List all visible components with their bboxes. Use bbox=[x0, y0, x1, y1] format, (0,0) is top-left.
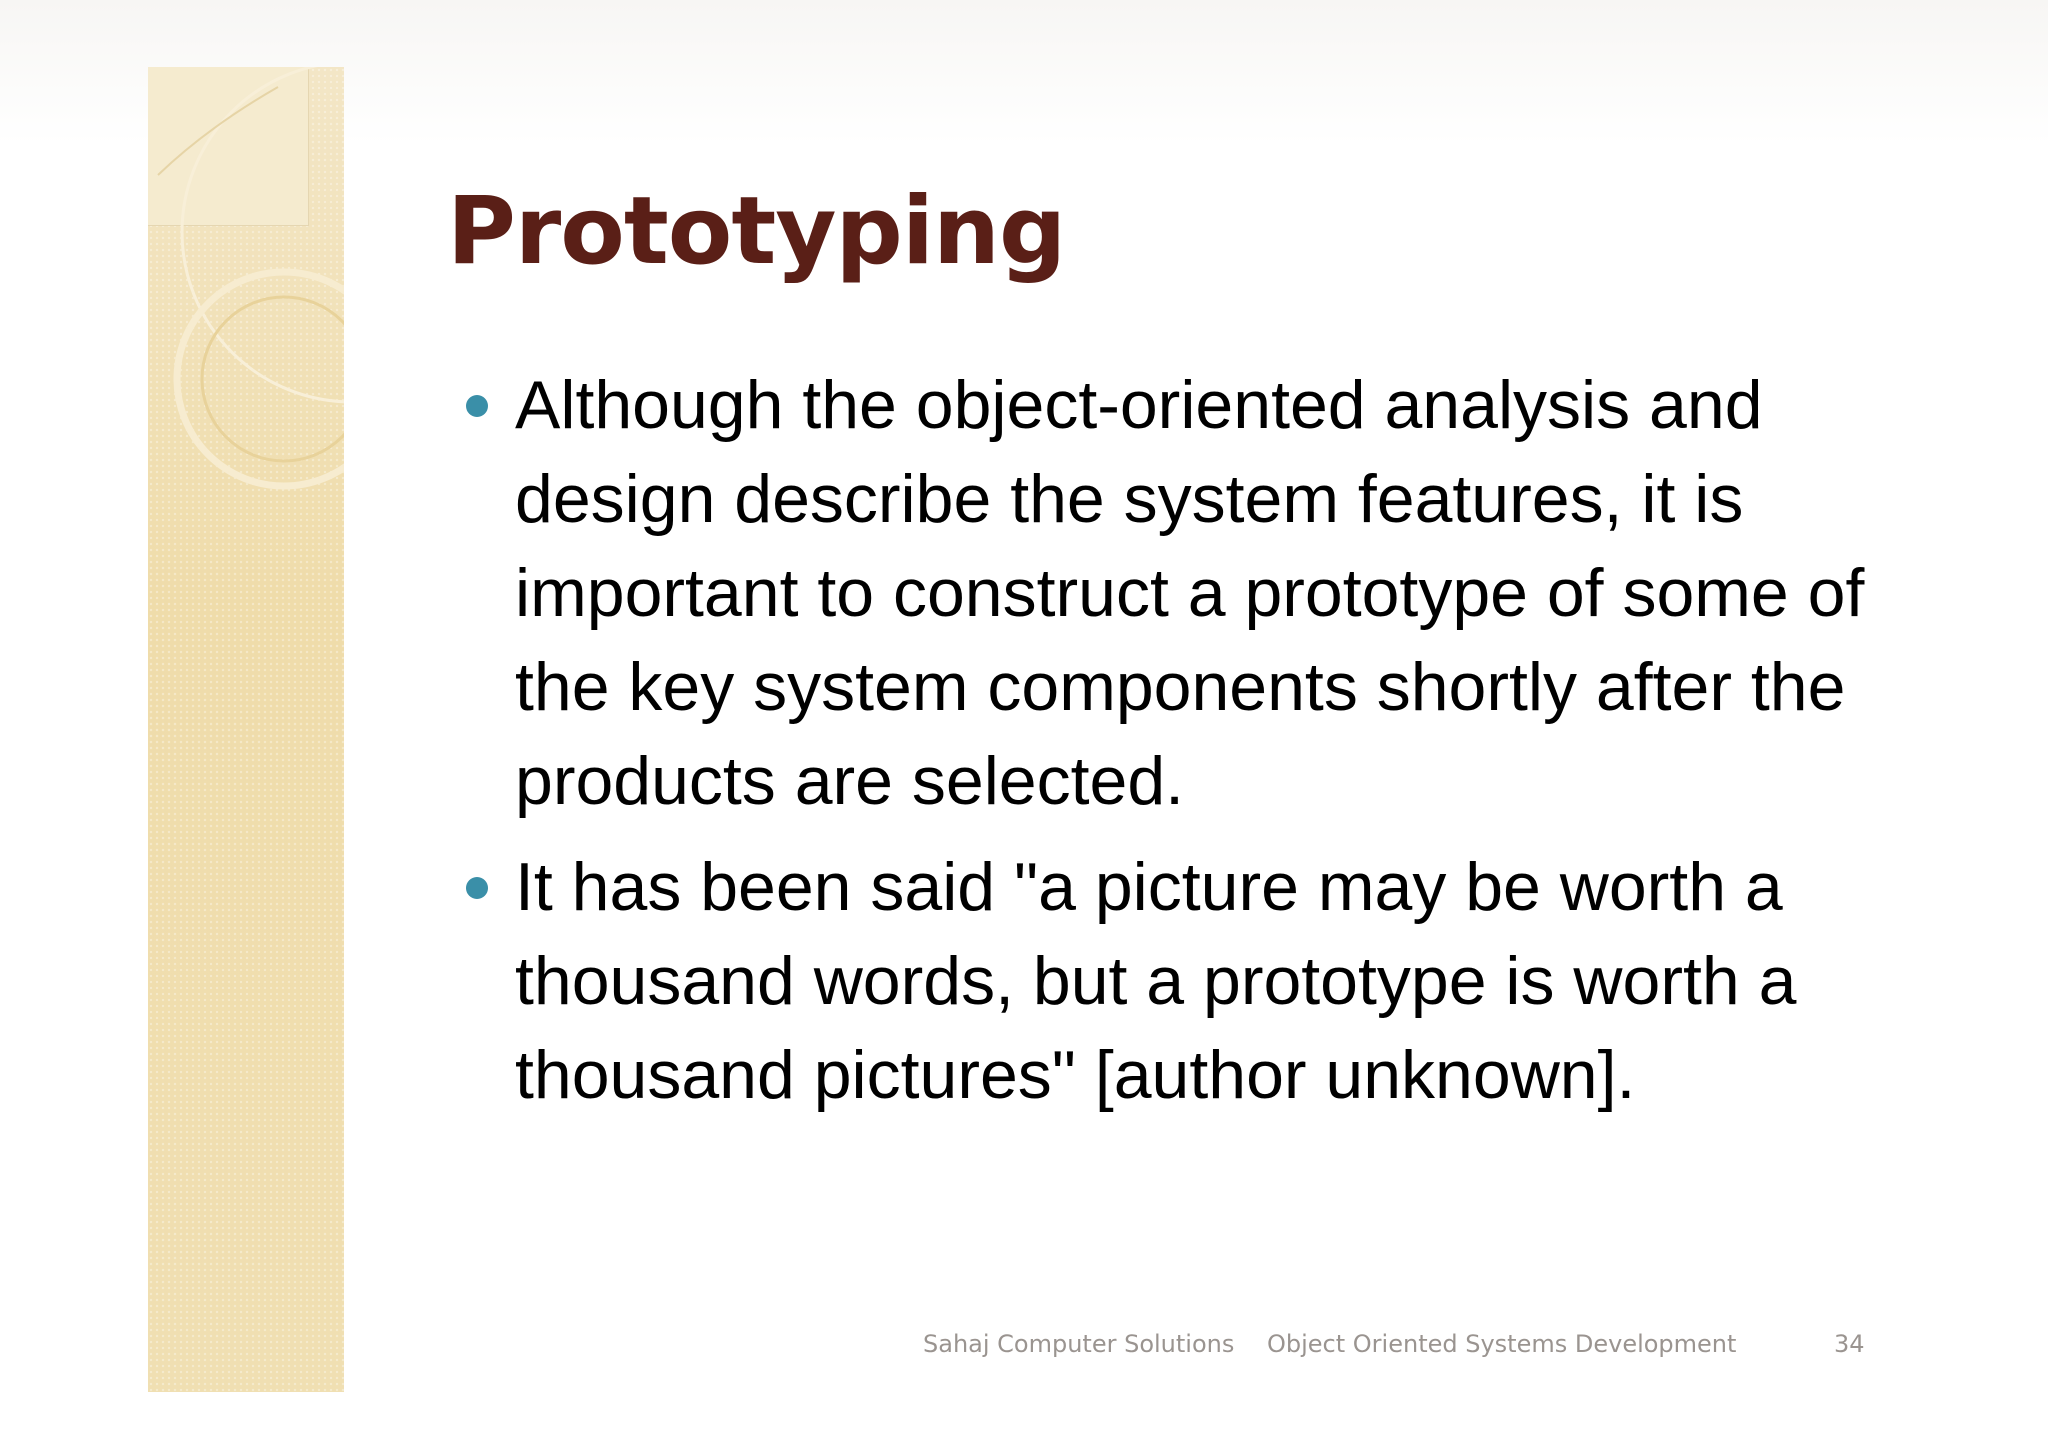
bullet-text: It has been said "a picture may be worth a thousand words, but a prototype is worth a thousand pictures" [author unknown]. bbox=[515, 849, 1797, 1113]
bullet-dot-icon bbox=[466, 877, 488, 899]
bullet-dot-icon bbox=[466, 395, 488, 417]
bullet-item bbox=[462, 358, 1882, 828]
footer-organization: Sahaj Computer Solutions bbox=[923, 1330, 1235, 1358]
bullet-item bbox=[462, 840, 1882, 1122]
footer-page-number: 34 bbox=[1834, 1330, 1865, 1358]
bullet-text: Although the object-oriented analysis and design describe the system features, it is important to construct a prototype of some of the key system components shortly after the products are selected. bbox=[515, 367, 1865, 819]
footer-course-title: Object Oriented Systems Development bbox=[1267, 1330, 1737, 1358]
decorative-side-band bbox=[148, 67, 344, 1392]
bullet-list bbox=[462, 358, 1882, 1134]
concentric-arcs-decoration-icon bbox=[148, 67, 344, 1392]
slide-title: Prototyping bbox=[447, 177, 1066, 286]
